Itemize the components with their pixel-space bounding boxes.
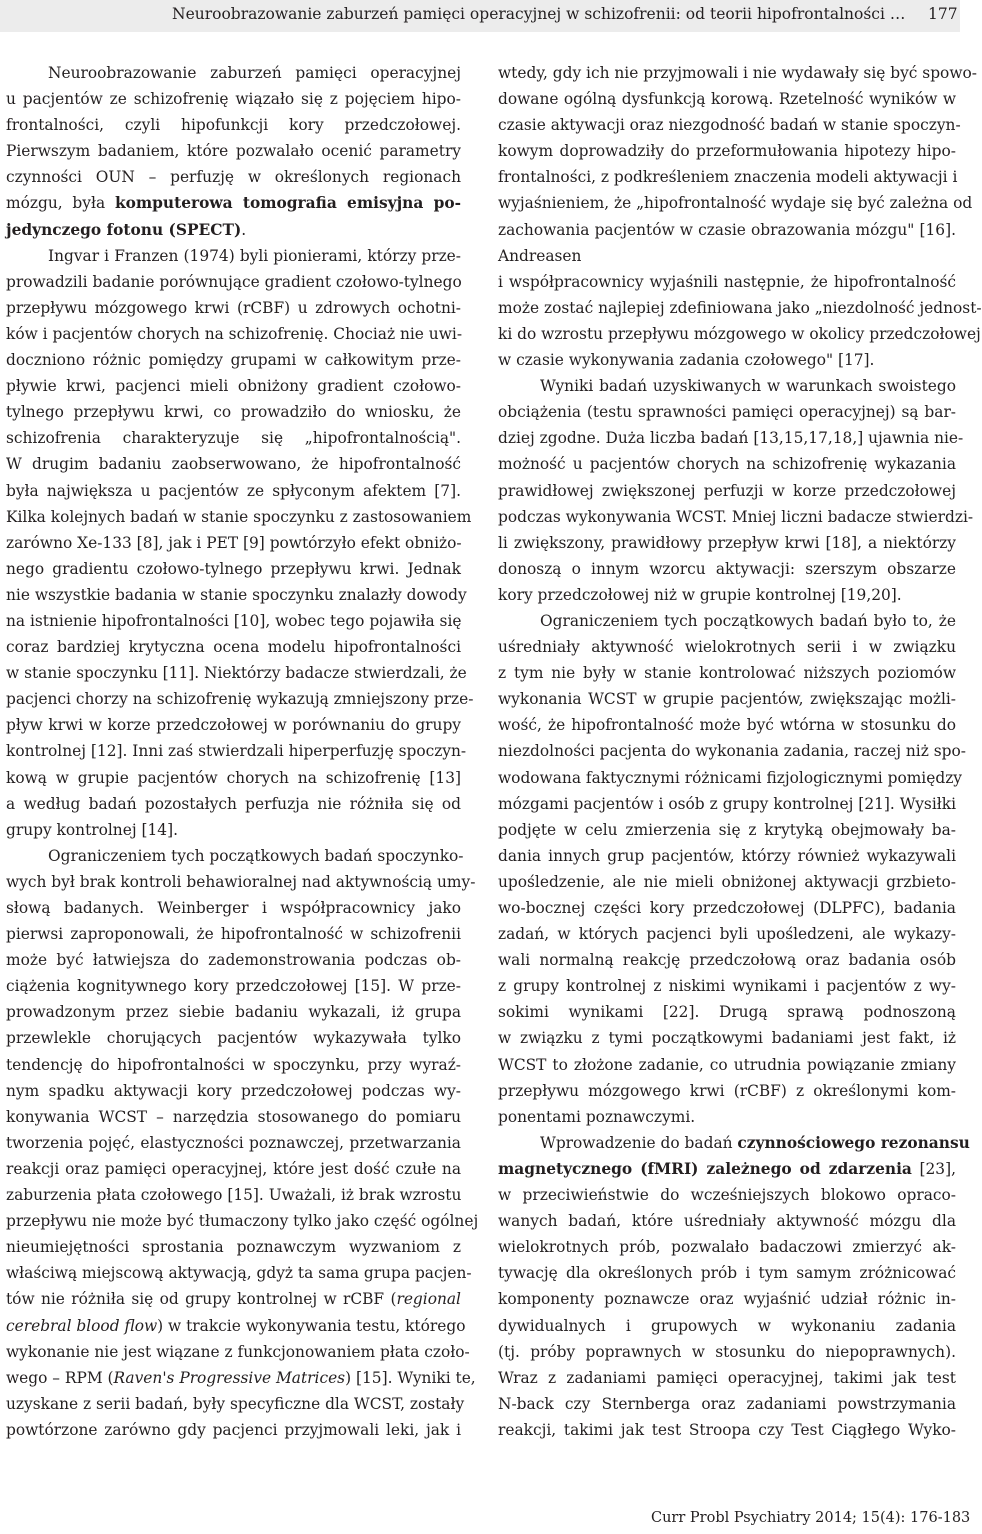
text-line: obciążenia (testu sprawności pamięci operacyjnej) są bar- (498, 403, 956, 422)
text-line: wych był brak kontroli behawioralnej nad aktywnością umy- (6, 872, 476, 891)
text-line: pacjenci chorzy na schizofrenię wykazują zmniejszony prze- (6, 690, 474, 709)
text-line: była największa u pacjentów ze spłyconym afektem [7]. (6, 481, 461, 500)
text-line: przepływu mózgowego krwi (rCBF) u zdrowych ochotni- (6, 298, 461, 317)
text-line: frontalności, z podkreśleniem znaczenia modeli aktywacji i (498, 168, 958, 187)
text-line: przepływu nie może być tłumaczony tylko jako część ogólnej (6, 1212, 479, 1231)
text-line: i współpracownicy wyjaśnili następnie, że hipofrontalność (498, 272, 956, 291)
text-line: prawidłowej zwiększonej perfuzji w korze przedczołowej (498, 481, 956, 500)
text-line: nieumiejętności sprostania poznawczym wyzwaniom z (6, 1238, 461, 1257)
text-line: Kilka kolejnych badań w stanie spoczynku z zastosowaniem (6, 507, 472, 526)
text-line: z tym nie były w stanie kontrolować niższych poziomów (498, 664, 956, 683)
text-line: ponentami poznawczymi. (498, 1107, 696, 1126)
text-line: prowadzili badanie porównujące gradient czołowo-tylnego (6, 272, 462, 291)
text-line: nym spadku aktywacji kory przedczołowej podczas wy- (6, 1081, 461, 1100)
text-line: w związku z tymi początkowymi badaniami jest fakt, iż (498, 1029, 956, 1048)
text-line: Wprowadzenie do badań czynnościowego rezonansu (540, 1133, 970, 1152)
text-line: słową badanych. Weinberger i współpracownicy jako (6, 899, 461, 917)
text-line: konywania WCST – narzędzia stosowanego do pomiaru (6, 1107, 461, 1126)
text-line: schizofrenia charakteryzuje się „hipofrontalnością". (6, 429, 461, 448)
right-column (498, 60, 982, 1443)
text-line: Ingvar i Franzen (1974) byli pionierami, którzy prze- (48, 246, 461, 265)
text-line: grupy kontrolnej [14]. (6, 820, 178, 839)
text-line: komponenty poznawcze oraz wyjaśnić udział różnic in- (498, 1290, 956, 1309)
text-line: pierwsi zaproponowali, że hipofrontalność w schizofrenii (6, 925, 461, 944)
text-line: uśredniały aktywność wielokrotnych serii i w związku (498, 638, 956, 657)
text-line: nego gradientu czołowo-tylnego przepływu krwi. Jednak (6, 559, 461, 578)
text-line: tylnego przepływu krwi, co prowadziło do wniosku, że (6, 403, 461, 422)
text-line: (tj. próby poprawnych w stosunku do niepoprawnych). (498, 1342, 956, 1361)
text-line: uzyskane z serii badań, były specyficzne dla WCST, zostały (6, 1394, 465, 1413)
journal-citation: Curr Probl Psychiatry 2014; 15(4): 176-183 (651, 1510, 971, 1526)
text-line: Neuroobrazowanie zaburzeń pamięci operacyjnej (48, 64, 461, 82)
text-line: w czasie wykonywania zadania czołowego" [17]. (498, 351, 875, 370)
text-line: mózgami pacjentów i osób z grupy kontrolnej [21]. Wysiłki (498, 794, 956, 813)
text-line: frontalności, czyli hipofunkcji kory przedczołowej. (6, 116, 461, 135)
text-line: dziej zgodne. Duża liczba badań [13,15,17,18,] ujawnia nie- (498, 429, 964, 448)
text-line: zachowania pacjentów w czasie obrazowania mózgu" [16]. (498, 220, 956, 239)
text-line: WCST to złożone zadanie, co utrudnia powiązanie zmiany (498, 1055, 956, 1074)
text-line: sokimi wynikami [22]. Drugą sprawą podnoszoną (498, 1003, 956, 1022)
text-line: pływie krwi, pacjenci mieli obniżony gradient czołowo- (6, 377, 461, 396)
text-line: doczniono różnic pomiędzy grupami w całkowitym prze- (6, 351, 461, 370)
text-line: kontrolnej [12]. Inni zaś stwierdzali hiperperfuzję spoczyn- (6, 742, 467, 761)
text-line: reakcji oraz pamięci operacyjnej, które jest dość czułe na (6, 1159, 461, 1178)
text-line: wego – RPM (Raven's Progressive Matrices) [15]. Wyniki te, (6, 1368, 476, 1387)
left-column (6, 60, 479, 1443)
text-line: ciążenia kognitywnego kory przedczołowej [15]. W prze- (6, 977, 461, 996)
text-line: dowane ogólną dysfunkcją korową. Rzetelność wyników w (498, 90, 956, 109)
text-line: dania innych grup pacjentów, którzy również wykazywali (498, 846, 956, 865)
text-line: czynności OUN – perfuzję w określonych regionach (6, 168, 461, 187)
text-line: może być łatwiejsza do zademonstrowania podczas ob- (6, 951, 461, 970)
text-line: W drugim badaniu zaobserwowano, że hipofrontalność (6, 455, 461, 474)
running-title: Neuroobrazowanie zaburzeń pamięci operacyjnej w schizofrenii: od teorii hipofrontalności … (172, 5, 906, 23)
text-line: niezdolności pacjenta do wykonania zadania, raczej niż spo- (498, 742, 966, 761)
text-line: jedynczego fotonu (SPECT). (6, 220, 247, 239)
text-line: w przeciwieństwie do wcześniejszych blokowo opraco- (498, 1186, 956, 1205)
text-line: wykonanie nie jest wiązane z funkcjonowaniem płata czoło- (6, 1342, 470, 1361)
text-line: kowym doprowadziły do przeformułowania hipotezy hipo- (498, 142, 956, 161)
text-line: na istnienie hipofrontalności [10], wobec tego pojawiła się (6, 611, 462, 630)
text-line: kową w grupie pacjentów chorych na schizofrenię [13] (6, 768, 461, 787)
text-line: kory przedczołowej niż w grupie kontrolnej [19,20]. (498, 585, 902, 604)
text-line: przepływu mózgowego krwi (rCBF) z określonymi kom- (498, 1081, 956, 1100)
text-line: wość, że hipofrontalność może być wtórna w stosunku do (498, 716, 956, 735)
text-line: przewlekle chorujących pacjentów wykazywała tylko (6, 1029, 461, 1048)
text-line: li zwiększony, prawidłowy przepływ krwi [18], a niektórzy (498, 533, 956, 552)
text-line: tworzenia pojęć, elastyczności poznawczej, przetwarzania (6, 1133, 461, 1152)
text-line: a według badań pozostałych perfuzja nie różniła się od (6, 794, 461, 813)
text-line: upośledzenie, ale nie mieli obniżonej aktywacji grzbieto- (498, 872, 956, 891)
text-line: wali normalną reakcję przedczołową oraz badania osób (498, 951, 956, 970)
text-line: Pierwszym badaniem, które pozwalało ocenić parametry (6, 142, 461, 161)
text-line: może zostać najlepiej zdefiniowana jako „niezdolność jednost- (498, 298, 982, 317)
text-line: w stanie spoczynku [11]. Niektórzy badacze stwierdzali, że (6, 664, 467, 683)
text-line: mózgu, była komputerowa tomografia emisyjna po- (6, 194, 461, 213)
text-line: Ograniczeniem tych początkowych badań było to, że (540, 611, 956, 630)
text-line: wanych badań, które uśredniały aktywność mózgu dla (498, 1212, 956, 1231)
text-line: nie wszystkie badania w stanie spoczynku znalazły dowody (6, 585, 467, 604)
text-line: zaburzenia płata czołowego [15]. Uważali, iż brak wzrostu (6, 1186, 462, 1205)
text-line: cerebral blood flow) w trakcie wykonywania testu, którego (6, 1316, 466, 1335)
text-line: Wraz z zadaniami pamięci operacyjnej, takimi jak test (498, 1368, 956, 1387)
text-line: podczas wykonywania WCST. Mniej liczni badacze stwierdzi- (498, 507, 974, 526)
text-line: wykonania WCST w grupie pacjentów, zwiększając możli- (498, 690, 956, 709)
text-line: z grupy kontrolnej z niskimi wynikami i pacjentów z wy- (498, 977, 956, 996)
text-line: zarówno Xe-133 [8], jak i PET [9] powtórzyło efekt obniżo- (6, 533, 462, 552)
text-line: u pacjentów ze schizofrenię wiązało się z pojęciem hipo- (6, 90, 461, 109)
text-line: Ograniczeniem tych początkowych badań spoczynko- (48, 846, 464, 865)
text-line: Andreasen (498, 246, 582, 265)
text-line: donoszą o innym wzorcu aktywacji: szerszym obszarze (498, 559, 956, 578)
text-line: właściwą miejscową aktywacją, gdyż ta sama grupa pacjen- (6, 1264, 472, 1283)
text-line: magnetycznego (fMRI) zależnego od zdarzenia [23], (498, 1159, 956, 1178)
text-line: tendencję do hipofrontalności w spoczynku, przy wyraź- (6, 1055, 461, 1074)
text-line: pływ krwi w korze przedczołowej w porównaniu do grupy (6, 716, 461, 735)
text-line: wtedy, gdy ich nie przyjmowali i nie wydawały się być spowo- (498, 64, 977, 82)
text-line: ków i pacjentów chorych na schizofrenię. Chociaż nie uwi- (6, 324, 463, 343)
text-line: wyjaśnieniem, że „hipofrontalność wydaje się być zależna od (498, 194, 973, 213)
text-line: dywidualnych i grupowych w wykonaniu zadania (498, 1316, 956, 1335)
text-line: możność u pacjentów chorych na schizofrenię wykazania (498, 455, 956, 474)
page-number: 177 (928, 5, 958, 23)
text-line: prowadzonym przez siebie badaniu wykazali, iż grupa (6, 1003, 461, 1022)
text-line: ki do wzrostu przepływu mózgowego w okolicy przedczołowej (498, 324, 981, 343)
text-line: reakcji, takimi jak test Stroopa czy Test Ciągłego Wyko- (498, 1420, 956, 1439)
text-line: wo-bocznej części kory przedczołowej (DLPFC), badania (498, 899, 956, 917)
text-line: N-back czy Sternberga oraz zadaniami powstrzymania (498, 1394, 956, 1413)
text-line: tywację dla określonych prób i tym samym zróżnicować (498, 1264, 956, 1283)
text-line: tów nie różniła się od grupy kontrolnej w rCBF (regional (6, 1290, 461, 1309)
text-line: wodowana faktycznymi różnicami fizjologicznymi pomiędzy (498, 768, 962, 787)
text-line: zadań, w których pacjenci byli upośledzeni, ale wykazy- (498, 925, 956, 944)
text-line: czasie aktywacji oraz niezgodność badań w stanie spoczyn- (498, 116, 961, 135)
text-line: powtórzone zarówno gdy pacjenci przyjmowali leki, jak i (6, 1420, 461, 1439)
text-line: podjęte w celu zmierzenia się z krytyką obejmowały ba- (498, 820, 956, 839)
text-line: Wyniki badań uzyskiwanych w warunkach swoistego (540, 377, 956, 396)
running-header (0, 0, 960, 32)
text-line: wielokrotnych prób, pozwalało badaczowi zmierzyć ak- (498, 1238, 956, 1257)
text-line: coraz bardziej krytyczna ocena modelu hipofrontalności (6, 638, 461, 657)
